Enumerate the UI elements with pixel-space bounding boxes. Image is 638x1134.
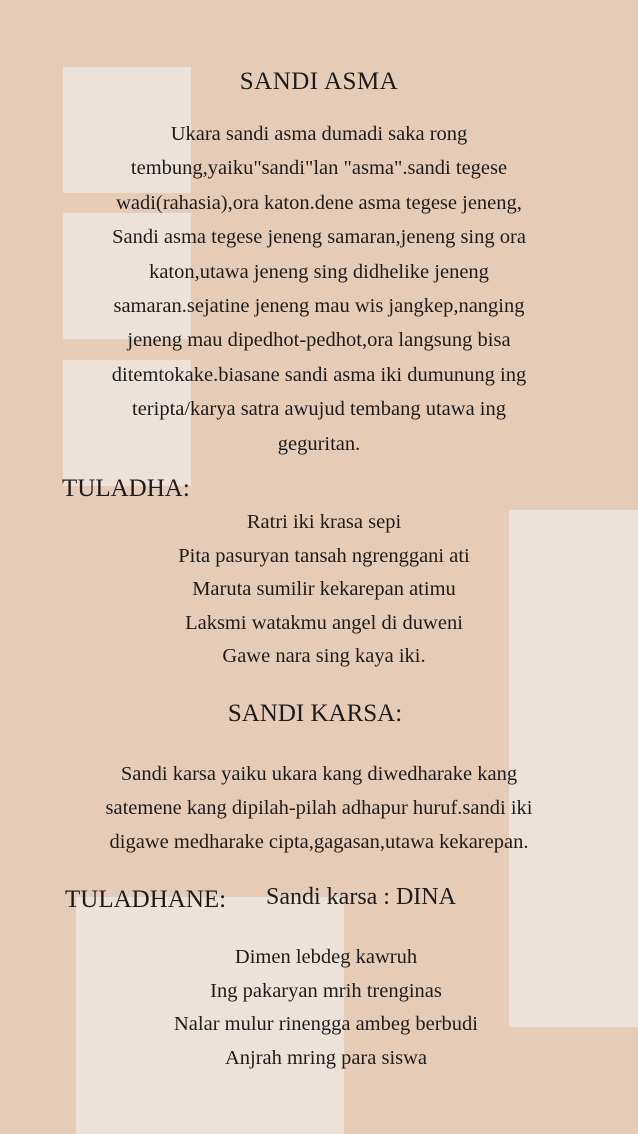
section-title-sandi-karsa: SANDI KARSA: [227,700,403,727]
paragraph-line: teripta/karya satra awujud tembang utawa ing [132,398,506,421]
paragraph-line: katon,utawa jeneng sing didhelike jeneng [149,260,489,283]
poem-line: Maruta sumilir kekarepan atimu [192,578,456,600]
poem-line: Anjrah mring para siswa [224,1046,428,1069]
example-poem-sandi-karsa [0,941,638,1075]
paragraph-line: Ukara sandi asma dumadi saka rong [170,123,468,145]
poem-line: Laksmi watakmu angel di duweni [185,611,463,634]
poem-line: Ratri iki krasa sepi [246,511,402,533]
paragraph-line: wadi(rahasia),ora katon.dene asma tegese jeneng, [116,191,522,214]
sandi-asma-paragraph [70,117,568,461]
paragraph-line: jeneng mau dipedhot-pedhot,ora langsung bisa [127,329,511,352]
sandi-karsa-paragraph [40,757,598,859]
paragraph-line: digawe medharake cipta,gagasan,utawa kekarepan. [109,831,529,853]
paragraph-line: geguritan. [277,432,361,455]
poem-line: Nalar mulur rinengga ambeg berbudi [174,1013,478,1035]
section-title-sandi-asma: SANDI ASMA [239,68,399,95]
poem-line: Ing pakaryan mrih trenginas [210,979,442,1002]
example-heading-tuladha: TULADHA: [62,475,190,502]
paragraph-line: Sandi asma tegese jeneng samaran,jeneng sing ora [112,226,526,249]
paragraph-line: samaran.sejatine jeneng mau wis jangkep,nanging [113,295,525,318]
paragraph-line: ditemtokake.biasane sandi asma iki dumunung ing [111,363,527,386]
example-subject: Sandi karsa : DINA [266,884,456,910]
paragraph-line: tembung,yaiku"sandi"lan "asma".sandi tegese [130,157,508,180]
example-heading-tuladhane: TULADHANE: [65,886,227,913]
paragraph-line: satemene kang dipilah-pilah adhapur huruf.sandi iki [105,797,533,819]
example-poem-sandi-asma [0,506,638,674]
poem-line: Pita pasuryan tansah ngrenggani ati [178,544,470,567]
poem-line: Dimen lebdeg kawruh [234,946,418,968]
poem-line: Gawe nara sing kaya iki. [222,645,426,667]
paragraph-line: Sandi karsa yaiku ukara kang diwedharake kang [120,763,518,785]
